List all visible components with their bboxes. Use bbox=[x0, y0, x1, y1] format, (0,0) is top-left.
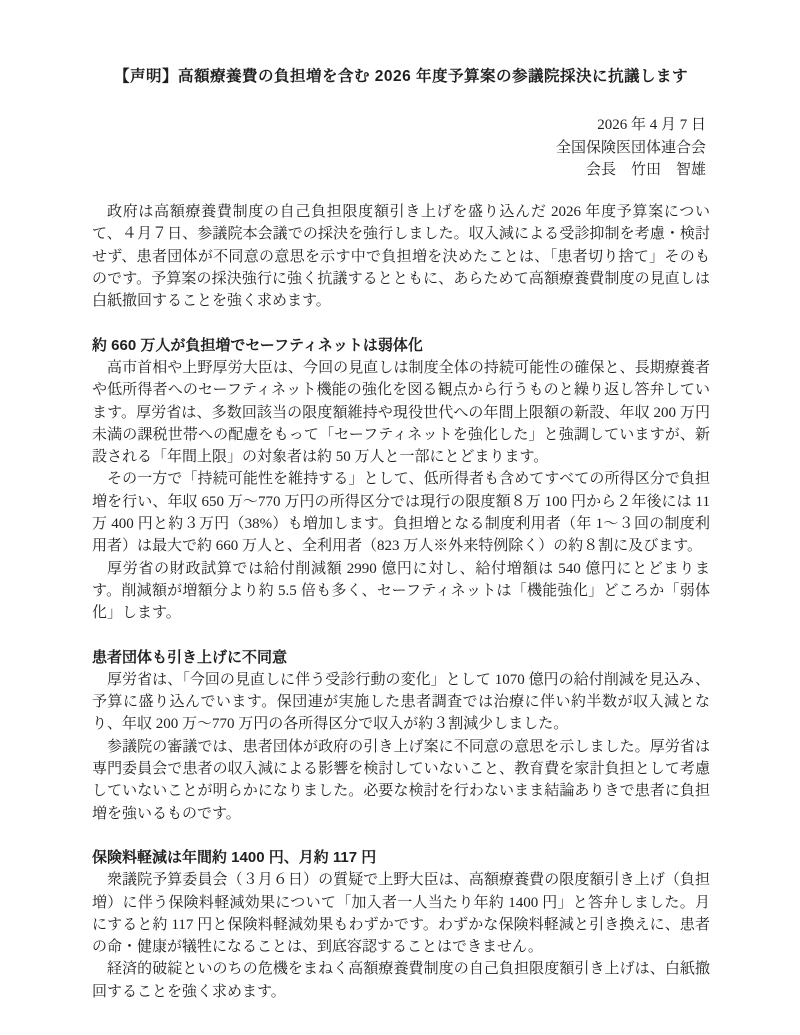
section-premium-reduction bbox=[92, 847, 710, 1003]
paragraph: 高市首相や上野厚労大臣は、今回の見直しは制度全体の持続可能性の確保と、長期療養者や低所得者へのセーフティネット機能の強化を図る観点から行うものと繰り返し答弁しています。厚労省は、多数回該当の限度額維持や現役世代への年間上限額の新設、年収 200 万円未満の課税世帯への配慮をもって「セーフティネットを強化した」と強調していますが、新設される「年間上限」の対象者は約 50 万人と一部にとどまります。 bbox=[92, 359, 710, 466]
section-heading: 保険料軽減は年間約 1400 円、月約 117 円 bbox=[92, 848, 377, 866]
section-heading: 患者団体も引き上げに不同意 bbox=[92, 648, 288, 666]
paragraph: 厚労省は、「今回の見直しに伴う受診行動の変化」として 1070 億円の給付削減を見込み、予算に盛り込んでいます。保団連が実施した患者調査では治療に伴い約半数が収入減となり、年収 200 万～770 万円の各所得区分で収入が約３割減少しました。 bbox=[92, 671, 710, 733]
document-body bbox=[92, 201, 710, 1003]
byline-block bbox=[92, 114, 710, 181]
organization-name: 全国保険医団体連合会 bbox=[555, 139, 706, 156]
paragraph: 衆議院予算委員会（３月６日）の質疑で上野大臣は、高額療養費の限度額引き上げ（負担増）に伴う保険料軽減効果について「加入者一人当たり年約 1400 円」と答弁しました。月にすると約 117 円と保険料軽減効果もわずかです。わずかな保険料軽減と引き換えに、患者の命・健康が犠牲になることは、到底容認することはできません。 bbox=[92, 872, 710, 956]
signatory-name: 会長 竹田 智雄 bbox=[585, 161, 706, 178]
paragraph: 厚労省の財政試算では給付削減額 2990 億円に対し、給付増額は 540 億円にとどまります。削減額が増額分より約 5.5 倍も多く、セーフティネットは「機能強化」どころか「弱体化」します。 bbox=[92, 560, 710, 622]
paragraph: 経済的破綻といのちの危機をまねく高額療養費制度の自己負担限度額引き上げは、白紙撤回することを強く求めます。 bbox=[92, 961, 710, 1000]
section-patient-groups bbox=[92, 647, 710, 825]
document-title: 【声明】高額療養費の負担増を含む 2026 年度予算案の参議院採決に抗議します bbox=[113, 68, 689, 85]
document-date: 2026 年 4 月 7 日 bbox=[597, 117, 706, 134]
section-safety-net bbox=[92, 335, 710, 625]
paragraph: 参議院の審議では、患者団体が政府の引き上げ案に不同意の意思を示しました。厚労省は専門委員会で患者の収入減による影響を検討していないこと、教育費を家計負担として考慮していないことが明らかになりました。必要な検討を行わないまま結論ありきで患者に負担増を強いるものです。 bbox=[92, 738, 710, 822]
intro-paragraph: 政府は高額療養費制度の自己負担限度額引き上げを盛り込んだ 2026 年度予算案について、４月７日、参議院本会議での採決を強行しました。収入減による受診抑制を考慮・検討せず、患者団体が不同意の意思を示す中で負担増を決めたことは、「患者切り捨て」そのものです。予算案の採決強行に強く抗議するとともに、あらためて高額療養費制度の見直しは白紙撤回することを強く求めます。 bbox=[92, 204, 710, 310]
paragraph: その一方で「持続可能性を維持する」として、低所得者も含めてすべての所得区分で負担増を行い、年収 650 万～770 万円の所得区分では現行の限度額８万 100 円から２年後には 11 万 400 円と約３万円（38%）も増加します。負担増となる制度利用者（年 1～３回の制度利用者）は最大で約 660 万人と、全利用者（823 万人※外来特例除く）の約８割に及びます。 bbox=[92, 471, 710, 555]
section-heading: 約 660 万人が負担増でセーフティネットは弱体化 bbox=[92, 336, 423, 354]
